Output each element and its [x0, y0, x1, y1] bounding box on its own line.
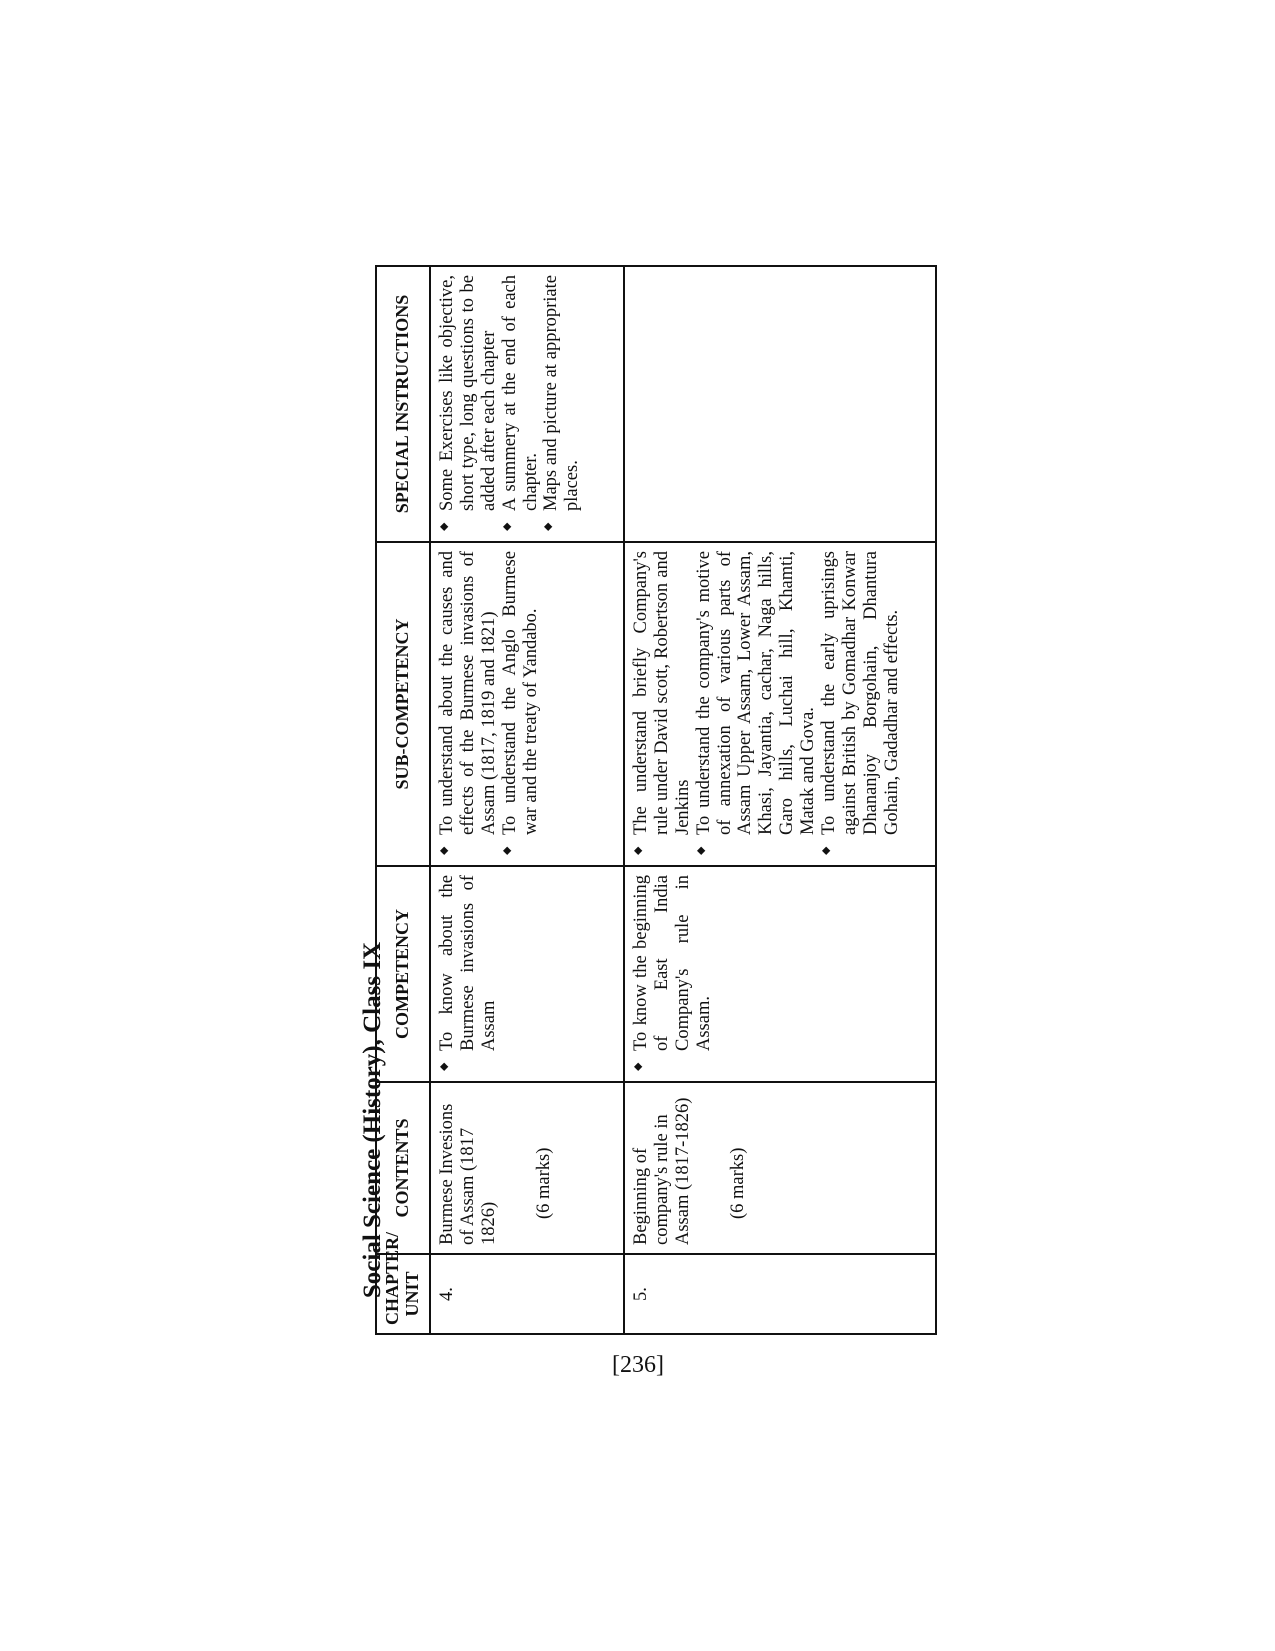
- list-item: ◆ Some Exercises like objective, short type, long questions to be added after each chapter: [437, 275, 500, 533]
- contents-text: Beginning of company's rule in Assam (1817-1826): [631, 1097, 693, 1245]
- table-row: [430, 266, 624, 1334]
- row-competency: [430, 866, 624, 1082]
- list-item: ◆ To understand the early uprisings against British by Gomadhar Konwar Dhananjoy Borgohain, Dhantura Gohain, Gadadhar and effects.: [819, 551, 903, 857]
- row-unit: 4.: [430, 1254, 624, 1334]
- header-sub-competency: SUB-COMPETENCY: [376, 542, 430, 866]
- row-competency: [624, 866, 936, 1082]
- list-item: ◆ A summery at the end of each chapter.: [500, 275, 542, 533]
- list-item: ◆ To know about the Burmese invasions of Assam: [437, 875, 500, 1073]
- table-row: [624, 266, 936, 1334]
- page-number: [236]: [612, 1352, 664, 1378]
- header-special-instructions: SPECIAL INSTRUCTIONS: [376, 266, 430, 542]
- list-item: ◆ The understand briefly Company's rule under David scott, Robertson and Jenkins: [631, 551, 694, 857]
- header-unit: CHAPTER/ UNIT: [376, 1254, 430, 1334]
- list-item: ◆ Maps and picture at appropriate places.: [541, 275, 583, 533]
- contents-text: Burmese Invesions of Assam (1817 1826): [437, 1103, 499, 1245]
- row-sub-competency: [430, 542, 624, 866]
- row-contents: [624, 1082, 936, 1254]
- list-item: ◆ To know the beginning of East India Company's rule in Assam.: [631, 875, 715, 1073]
- list-item: ◆ To understand the Anglo Burmese war and the treaty of Yandabo.: [500, 551, 542, 857]
- row-sub-competency: [624, 542, 936, 866]
- row-contents: [430, 1082, 624, 1254]
- contents-marks: (6 marks): [533, 1147, 554, 1219]
- contents-marks: (6 marks): [727, 1147, 748, 1219]
- row-unit: 5.: [624, 1254, 936, 1334]
- syllabus-table: [375, 265, 937, 1335]
- row-special-instructions: [624, 266, 936, 542]
- row-special-instructions: [430, 266, 624, 542]
- header-contents: CONTENTS: [376, 1082, 430, 1254]
- list-item: ◆ To understand about the causes and effects of the Burmese invasions of Assam (1817, 1819 and 1821): [437, 551, 500, 857]
- header-row: [376, 266, 430, 1334]
- page-title-text: Social Science (History), Class IX: [359, 941, 386, 1299]
- syllabus-sheet: [375, 267, 935, 1335]
- list-item: ◆ To understand the company's motive of annexation of various parts of Assam Upper Assam, Lower Assam, Khasi, Jayantia, cachar, Naga hills, Garo hills, Luchai hill, Khamti, Matak and Gova.: [694, 551, 819, 857]
- header-competency: COMPETENCY: [376, 866, 430, 1082]
